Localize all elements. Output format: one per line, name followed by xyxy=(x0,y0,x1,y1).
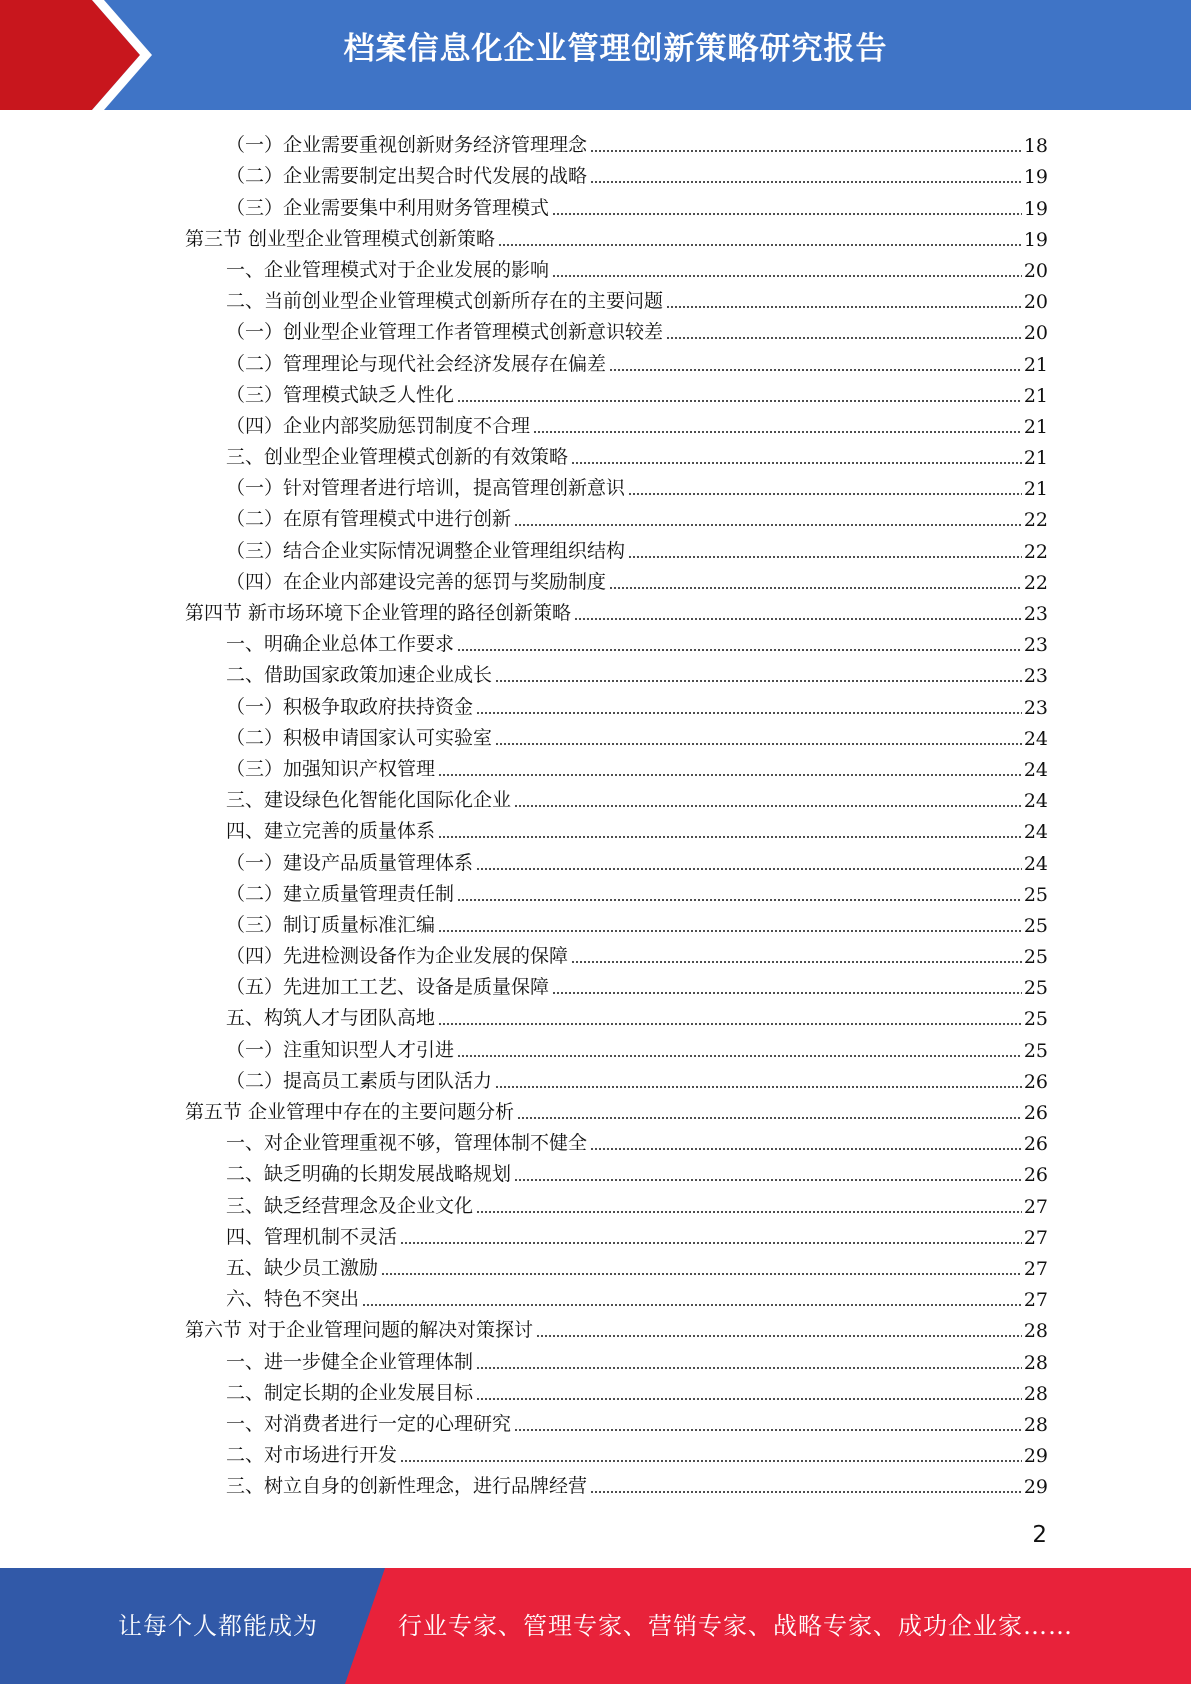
toc-dot-leader xyxy=(498,244,1022,246)
toc-dot-leader xyxy=(495,1086,1022,1088)
toc-entry-page: 25 xyxy=(1023,946,1048,969)
toc-entry-title: （三）加强知识产权管理 xyxy=(226,757,436,780)
toc-entry-page: 28 xyxy=(1023,1320,1048,1343)
toc-entry-page: 21 xyxy=(1023,353,1048,376)
toc-entry[interactable] xyxy=(0,970,1048,1001)
toc-entry-title: 三、树立自身的创新性理念，进行品牌经营 xyxy=(226,1475,588,1498)
toc-entry-title: （一）企业需要重视创新财务经济管理理念 xyxy=(226,134,588,157)
toc-dot-leader xyxy=(495,743,1022,745)
toc-entry-title: （三）制订质量标准汇编 xyxy=(226,913,436,936)
toc-entry[interactable] xyxy=(0,1095,1048,1126)
toc-entry-title: 四、管理机制不灵活 xyxy=(226,1225,398,1248)
toc-entry-title: （二）管理理论与现代社会经济发展存在偏差 xyxy=(226,352,607,375)
toc-entry-page: 21 xyxy=(1023,447,1048,470)
toc-entry-page: 27 xyxy=(1023,1195,1048,1218)
toc-entry-title: 二、对市场进行开发 xyxy=(226,1444,398,1467)
toc-dot-leader xyxy=(457,649,1022,651)
toc-entry[interactable] xyxy=(0,658,1048,689)
toc-entry-page: 27 xyxy=(1023,1289,1048,1312)
toc-entry[interactable] xyxy=(0,1344,1048,1375)
toc-entry[interactable] xyxy=(0,471,1048,502)
toc-entry-page: 23 xyxy=(1023,603,1048,625)
toc-entry[interactable] xyxy=(0,533,1048,564)
toc-dot-leader xyxy=(438,836,1022,838)
toc-entry-title: 一、企业管理模式对于企业发展的影响 xyxy=(226,258,550,281)
toc-entry-page: 24 xyxy=(1023,727,1048,750)
toc-entry-title: （一）针对管理者进行培训，提高管理创新意识 xyxy=(226,477,626,500)
toc-entry-page: 20 xyxy=(1023,291,1048,314)
toc-dot-leader xyxy=(666,306,1022,308)
toc-entry-page: 23 xyxy=(1023,665,1048,688)
toc-entry-title: 第三节 创业型企业管理模式创新策略 xyxy=(185,227,496,250)
toc-dot-leader xyxy=(609,587,1022,589)
toc-dot-leader xyxy=(514,1429,1022,1431)
toc-dot-leader xyxy=(514,1179,1022,1181)
toc-entry-page: 25 xyxy=(1023,1008,1048,1031)
toc-entry-page: 28 xyxy=(1023,1351,1048,1374)
toc-entry-title: 第六节 对于企业管理问题的解决对策探讨 xyxy=(185,1319,534,1342)
toc-entry[interactable] xyxy=(0,502,1048,533)
toc-entry-title: 六、特色不突出 xyxy=(226,1288,360,1311)
toc-dot-leader xyxy=(476,1398,1022,1400)
toc-entry-page: 25 xyxy=(1023,914,1048,937)
toc-dot-leader xyxy=(514,524,1022,526)
toc-entry[interactable] xyxy=(0,877,1048,908)
toc-entry-page: 21 xyxy=(1023,384,1048,407)
toc-entry-title: （四）在企业内部建设完善的惩罚与奖励制度 xyxy=(226,570,607,593)
toc-entry-page: 24 xyxy=(1023,821,1048,844)
toc-dot-leader xyxy=(438,930,1022,932)
toc-entry-title: （三）管理模式缺乏人性化 xyxy=(226,383,455,406)
toc-entry[interactable] xyxy=(0,1407,1048,1438)
toc-dot-leader xyxy=(438,774,1022,776)
toc-dot-leader xyxy=(574,618,1022,620)
toc-dot-leader xyxy=(590,150,1022,152)
toc-entry[interactable] xyxy=(0,346,1048,377)
toc-entry[interactable] xyxy=(0,814,1048,845)
toc-entry[interactable] xyxy=(0,1282,1048,1313)
toc-entry-page: 24 xyxy=(1023,758,1048,781)
toc-entry[interactable] xyxy=(0,721,1048,752)
toc-entry-title: （二）积极申请国家认可实验室 xyxy=(226,726,493,749)
toc-dot-leader xyxy=(536,1335,1022,1337)
toc-dot-leader xyxy=(666,337,1022,339)
toc-dot-leader xyxy=(590,1148,1022,1150)
toc-entry-page: 27 xyxy=(1023,1226,1048,1249)
toc-entry[interactable] xyxy=(0,845,1048,876)
toc-dot-leader xyxy=(552,275,1022,277)
toc-dot-leader xyxy=(476,1367,1022,1369)
toc-entry[interactable] xyxy=(0,1469,1048,1500)
toc-dot-leader xyxy=(517,1117,1022,1119)
toc-dot-leader xyxy=(552,213,1022,215)
toc-entry-title: （二）在原有管理模式中进行创新 xyxy=(226,508,512,531)
page-footer xyxy=(0,1568,1191,1684)
toc-entry-page: 19 xyxy=(1023,197,1048,220)
toc-dot-leader xyxy=(400,1460,1022,1462)
toc-entry-title: （二）建立质量管理责任制 xyxy=(226,882,455,905)
toc-entry-title: （四）先进检测设备作为企业发展的保障 xyxy=(226,945,569,968)
toc-entry-title: （五）先进加工工艺、设备是质量保障 xyxy=(226,976,550,999)
toc-entry-title: （二）企业需要制定出契合时代发展的战略 xyxy=(226,165,588,188)
toc-dot-leader xyxy=(571,462,1022,464)
toc-entry-page: 26 xyxy=(1023,1102,1048,1124)
toc-entry[interactable] xyxy=(0,565,1048,596)
toc-dot-leader xyxy=(533,431,1022,433)
toc-entry-title: 二、当前创业型企业管理模式创新所存在的主要问题 xyxy=(226,290,664,313)
toc-entry-page: 26 xyxy=(1023,1070,1048,1093)
footer-slogan-right: 行业专家、管理专家、营销专家、战略专家、成功企业家…… xyxy=(398,1612,1073,1640)
toc-entry[interactable] xyxy=(0,222,1048,253)
toc-entry-page: 25 xyxy=(1023,883,1048,906)
toc-dot-leader xyxy=(438,1023,1022,1025)
toc-entry-title: （三）结合企业实际情况调整企业管理组织结构 xyxy=(226,539,626,562)
toc-entry[interactable] xyxy=(0,1251,1048,1282)
toc-entry-title: 二、制定长期的企业发展目标 xyxy=(226,1381,474,1404)
toc-entry-page: 29 xyxy=(1023,1445,1048,1468)
toc-entry[interactable] xyxy=(0,689,1048,720)
toc-dot-leader xyxy=(609,369,1022,371)
toc-entry[interactable] xyxy=(0,284,1048,315)
toc-entry-page: 23 xyxy=(1023,696,1048,719)
toc-entry-title: （一）创业型企业管理工作者管理模式创新意识较差 xyxy=(226,321,664,344)
toc-entry-page: 20 xyxy=(1023,322,1048,345)
toc-entry-page: 22 xyxy=(1023,571,1048,594)
toc-entry[interactable] xyxy=(0,1438,1048,1469)
toc-entry[interactable] xyxy=(0,190,1048,221)
toc-dot-leader xyxy=(514,805,1022,807)
toc-entry[interactable] xyxy=(0,1064,1048,1095)
toc-entry-page: 21 xyxy=(1023,415,1048,438)
toc-dot-leader xyxy=(476,1211,1022,1213)
toc-entry[interactable] xyxy=(0,409,1048,440)
toc-entry[interactable] xyxy=(0,1032,1048,1063)
toc-entry-title: 五、构筑人才与团队高地 xyxy=(226,1007,436,1030)
toc-entry-page: 29 xyxy=(1023,1476,1048,1499)
toc-dot-leader xyxy=(590,1491,1022,1493)
toc-dot-leader xyxy=(362,1304,1022,1306)
page-number: 2 xyxy=(1032,1522,1047,1548)
toc-dot-leader xyxy=(495,680,1022,682)
toc-entry-title: （一）积极争取政府扶持资金 xyxy=(226,695,474,718)
toc-entry-page: 26 xyxy=(1023,1164,1048,1187)
toc-entry[interactable] xyxy=(0,939,1048,970)
toc-entry-title: 三、建设绿色化智能化国际化企业 xyxy=(226,789,512,812)
footer-slogan-left: 让每个人都能成为 xyxy=(118,1612,318,1640)
toc-dot-leader xyxy=(457,400,1022,402)
toc-entry[interactable] xyxy=(0,1376,1048,1407)
document-title: 档案信息化企业管理创新策略研究报告 xyxy=(343,31,888,67)
toc-entry-page: 24 xyxy=(1023,790,1048,813)
toc-entry-title: （四）企业内部奖励惩罚制度不合理 xyxy=(226,414,531,437)
toc-entry-page: 24 xyxy=(1023,852,1048,875)
toc-entry-page: 23 xyxy=(1023,634,1048,657)
toc-dot-leader xyxy=(590,181,1022,183)
toc-entry[interactable] xyxy=(0,1188,1048,1219)
toc-entry[interactable] xyxy=(0,908,1048,939)
toc-entry[interactable] xyxy=(0,1220,1048,1251)
toc-dot-leader xyxy=(628,556,1022,558)
toc-entry-page: 19 xyxy=(1023,228,1048,251)
toc-entry[interactable] xyxy=(0,1126,1048,1157)
toc-entry-title: 四、建立完善的质量体系 xyxy=(226,820,436,843)
toc-entry[interactable] xyxy=(0,315,1048,346)
toc-dot-leader xyxy=(476,712,1022,714)
toc-entry[interactable] xyxy=(0,1157,1048,1188)
toc-dot-leader xyxy=(552,992,1022,994)
toc-entry[interactable] xyxy=(0,627,1048,658)
toc-entry[interactable] xyxy=(0,1313,1048,1344)
toc-entry-page: 28 xyxy=(1023,1382,1048,1405)
toc-entry-title: （一）注重知识型人才引进 xyxy=(226,1038,455,1061)
toc-entry-title: （一）建设产品质量管理体系 xyxy=(226,851,474,874)
toc-entry-title: （三）企业需要集中利用财务管理模式 xyxy=(226,196,550,219)
toc-entry-page: 25 xyxy=(1023,977,1048,1000)
table-of-contents xyxy=(0,128,1191,1500)
toc-entry[interactable] xyxy=(0,752,1048,783)
toc-entry-page: 26 xyxy=(1023,1133,1048,1156)
toc-entry[interactable] xyxy=(0,159,1048,190)
toc-entry-page: 22 xyxy=(1023,509,1048,532)
toc-dot-leader xyxy=(628,493,1022,495)
toc-entry-title: 一、对企业管理重视不够，管理体制不健全 xyxy=(226,1132,588,1155)
toc-entry[interactable] xyxy=(0,783,1048,814)
toc-dot-leader xyxy=(476,868,1022,870)
toc-entry-page: 27 xyxy=(1023,1257,1048,1280)
toc-entry-title: 第四节 新市场环境下企业管理的路径创新策略 xyxy=(185,602,572,624)
toc-entry-title: 二、缺乏明确的长期发展战略规划 xyxy=(226,1163,512,1186)
toc-entry-title: 一、明确企业总体工作要求 xyxy=(226,633,455,656)
toc-entry-title: 五、缺少员工激励 xyxy=(226,1256,379,1279)
toc-entry-page: 22 xyxy=(1023,540,1048,563)
toc-entry-title: 一、进一步健全企业管理体制 xyxy=(226,1350,474,1373)
toc-dot-leader xyxy=(400,1242,1022,1244)
toc-entry-page: 19 xyxy=(1023,166,1048,189)
toc-entry-title: 二、借助国家政策加速企业成长 xyxy=(226,664,493,687)
toc-entry[interactable] xyxy=(0,253,1048,284)
toc-entry-title: （二）提高员工素质与团队活力 xyxy=(226,1069,493,1092)
toc-entry[interactable] xyxy=(0,440,1048,471)
toc-entry-page: 25 xyxy=(1023,1039,1048,1062)
toc-entry-page: 28 xyxy=(1023,1413,1048,1436)
page-header xyxy=(0,0,1191,110)
toc-entry[interactable] xyxy=(0,378,1048,409)
toc-dot-leader xyxy=(381,1273,1022,1275)
toc-dot-leader xyxy=(571,961,1022,963)
toc-entry-page: 21 xyxy=(1023,478,1048,501)
toc-entry[interactable] xyxy=(0,596,1048,627)
toc-entry-title: 三、创业型企业管理模式创新的有效策略 xyxy=(226,446,569,469)
toc-dot-leader xyxy=(457,899,1022,901)
toc-entry-title: 一、对消费者进行一定的心理研究 xyxy=(226,1412,512,1435)
toc-entry[interactable] xyxy=(0,1001,1048,1032)
toc-dot-leader xyxy=(457,1055,1022,1057)
toc-entry-title: 第五节 企业管理中存在的主要问题分析 xyxy=(185,1101,515,1123)
toc-entry-page: 18 xyxy=(1023,135,1048,158)
toc-entry-title: 三、缺乏经营理念及企业文化 xyxy=(226,1194,474,1217)
toc-entry-page: 20 xyxy=(1023,259,1048,282)
toc-entry[interactable] xyxy=(0,128,1048,159)
